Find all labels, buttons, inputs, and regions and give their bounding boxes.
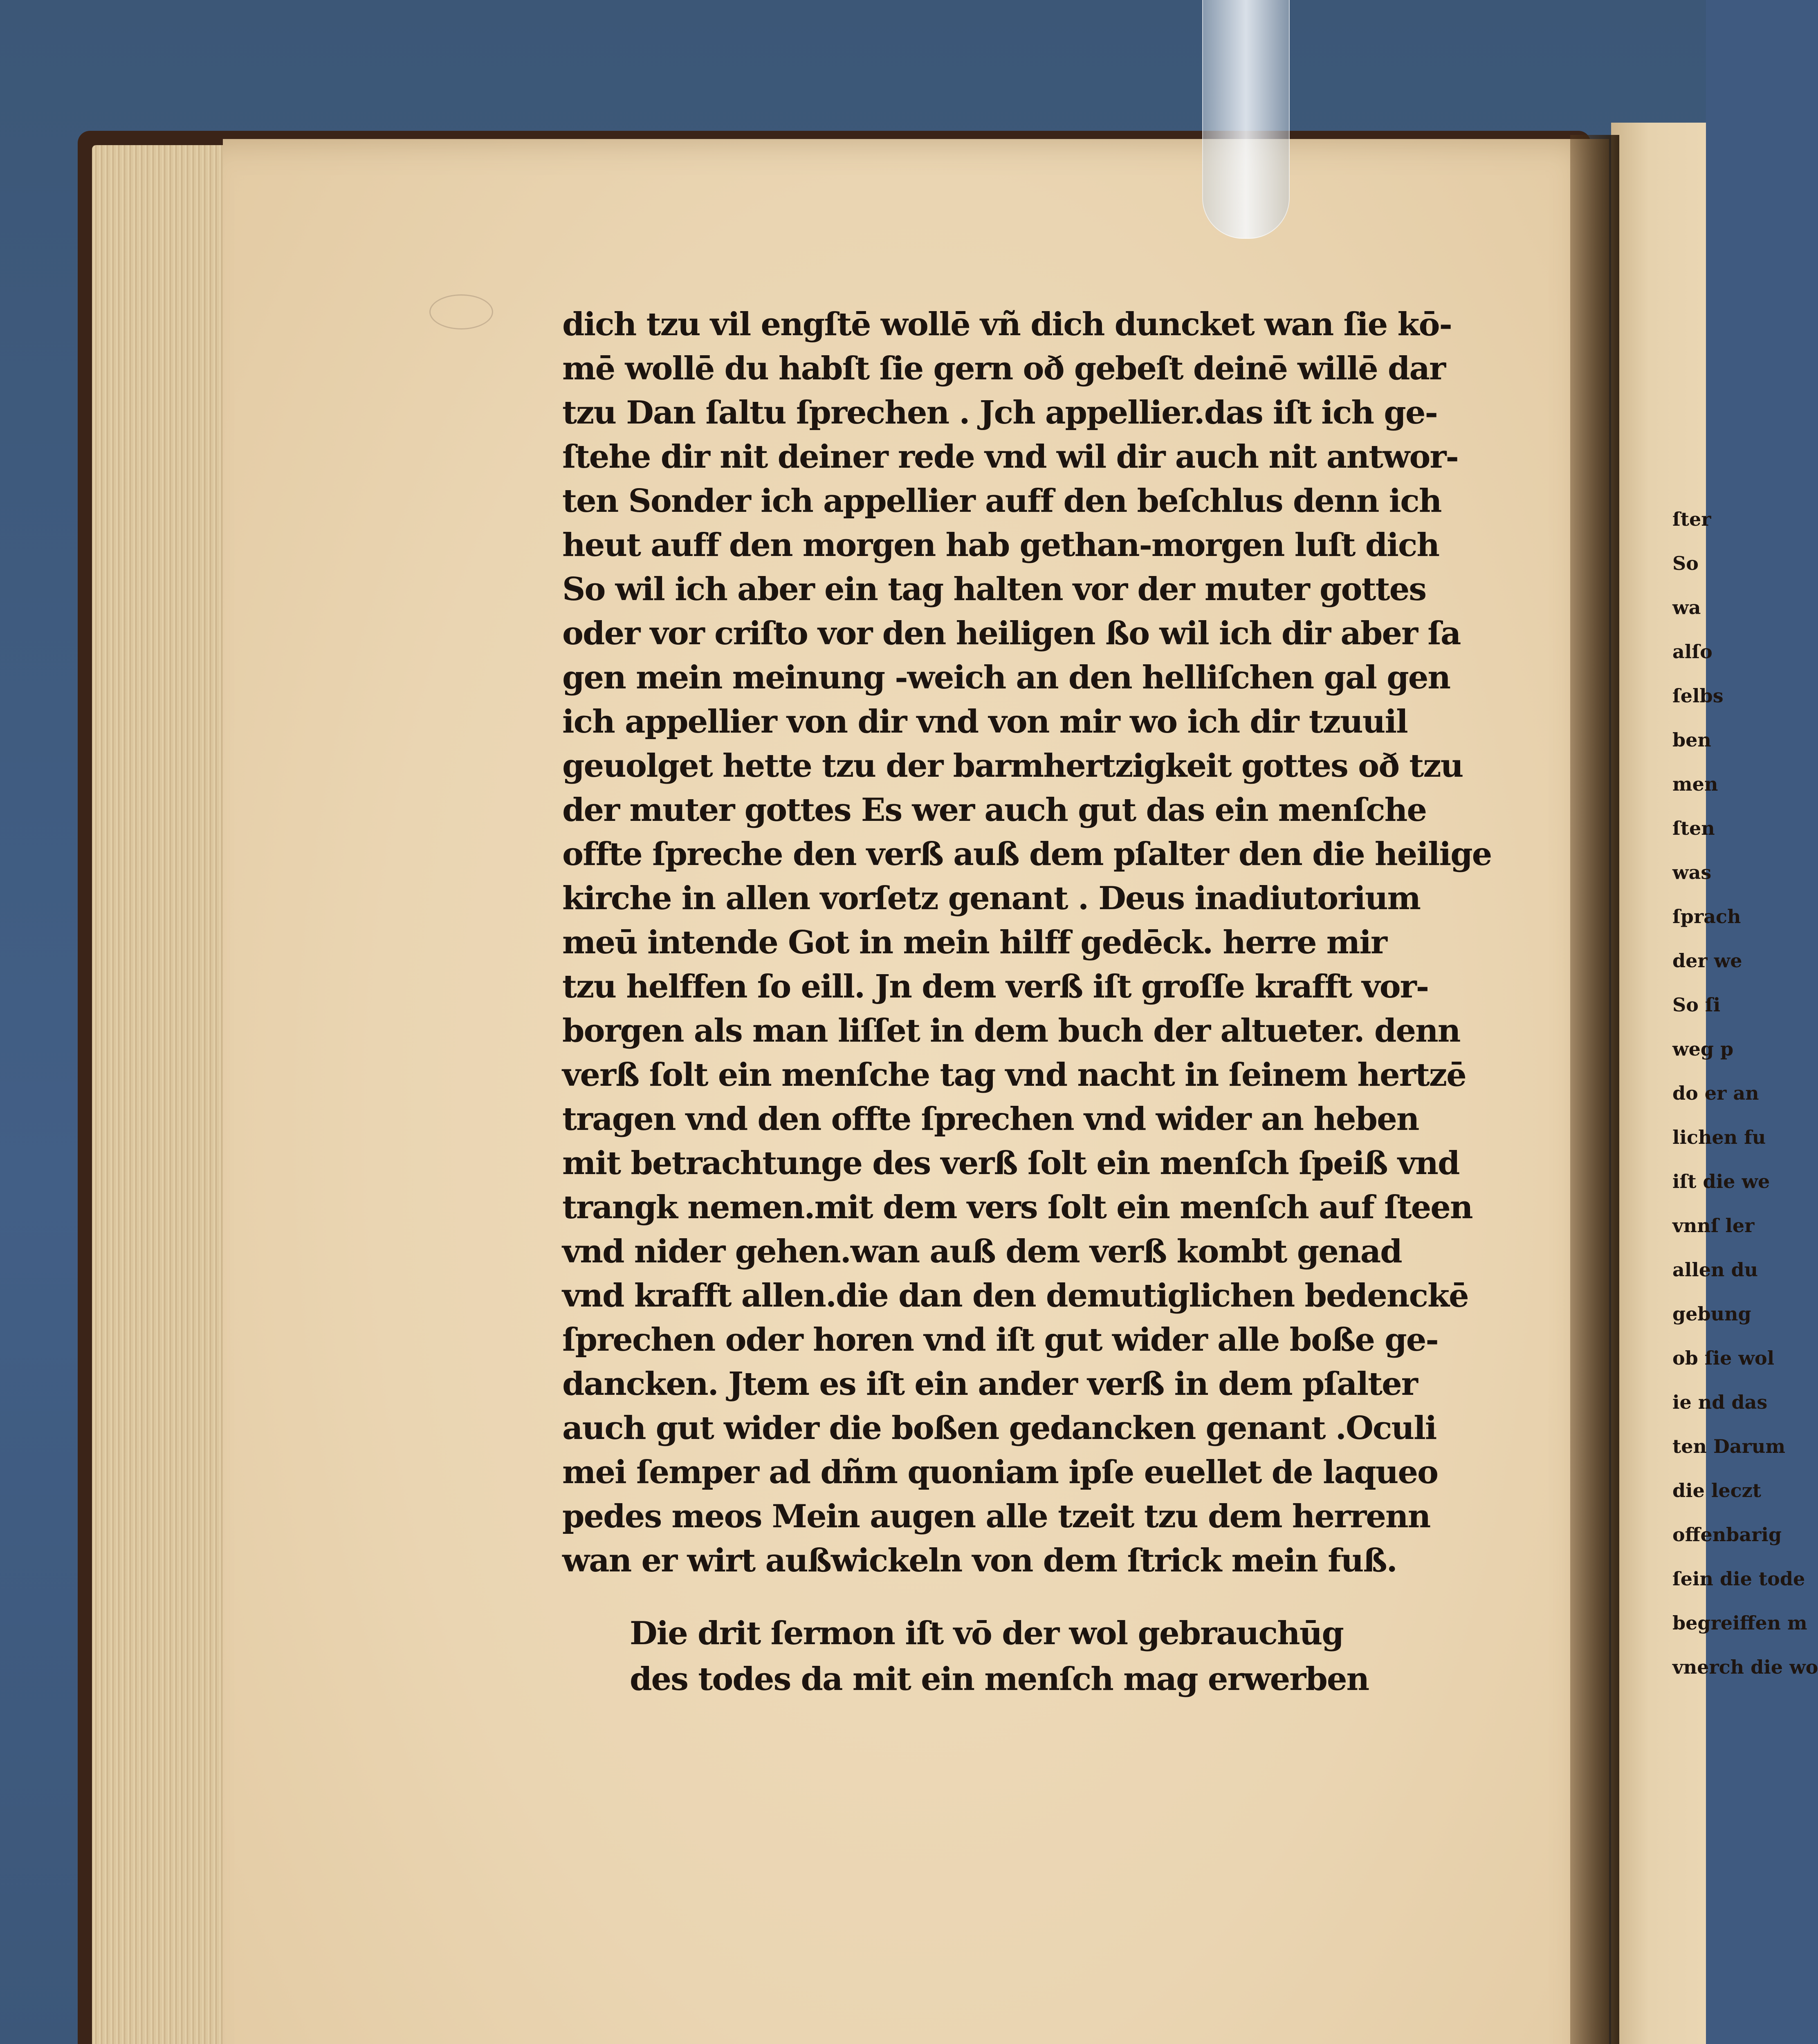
- text-line: offte ſpreche den verß auß dem pſalter den die heilige: [562, 836, 1492, 873]
- book-gutter: [1570, 135, 1619, 2044]
- text-line: wan er wirt außwickeln von dem ſtrick mein fuß.: [562, 1542, 1397, 1579]
- facing-page-fragment: vnerch die wo: [1672, 1656, 1818, 1678]
- facing-page-fragment: alſo: [1672, 641, 1713, 663]
- facing-page-fragment: So: [1672, 552, 1699, 574]
- text-line: vnd nider gehen.wan auß dem verß kombt genad: [562, 1233, 1402, 1270]
- text-line: vnd krafft allen.die dan den demutiglichen bedenckē: [562, 1277, 1468, 1314]
- facing-page-fragment: ſprach: [1672, 905, 1741, 928]
- facing-page-fragment: ob ſie wol: [1672, 1347, 1775, 1369]
- facing-page-fragment: gebung: [1672, 1303, 1751, 1325]
- facing-page-fragment: ie nd das: [1672, 1391, 1768, 1413]
- text-line: tzu helffen ſo eill. Jn dem verß iſt groſſe krafft vor-: [562, 968, 1429, 1005]
- text-line: geuolget hette tzu der barmhertzigkeit gottes oð tzu: [562, 747, 1463, 784]
- facing-page-fragment: der we: [1672, 950, 1742, 972]
- section-heading: [630, 1611, 1448, 1702]
- text-line: dich tzu vil engſtē wollē vñ dich duncket wan ſie kō-: [562, 306, 1452, 343]
- facing-page-fragment: lichen fu: [1672, 1126, 1766, 1148]
- text-line: heut auff den morgen hab gethan-morgen luſt dich: [562, 527, 1439, 564]
- facing-page-fragment: was: [1672, 861, 1712, 883]
- text-line: ſtehe dir nit deiner rede vnd wil dir auch nit antwor-: [562, 438, 1458, 475]
- text-line: trangk nemen.mit dem vers ſolt ein menſch auf ſteen: [562, 1189, 1472, 1226]
- text-line: ich appellier von dir vnd von mir wo ich dir tzuuil: [562, 703, 1407, 740]
- text-line: mit betrachtunge des verß ſolt ein menſch ſpeiß vnd: [562, 1145, 1459, 1182]
- facing-page-fragment: So ſi: [1672, 994, 1721, 1016]
- text-line: meū intende Got in mein hilff gedēck. herre mir: [562, 924, 1387, 961]
- facing-page-fragment: iſt die we: [1672, 1170, 1770, 1192]
- text-line: tzu Dan ſaltu ſprechen . Jch appellier.das iſt ich ge-: [562, 394, 1437, 431]
- facing-page-fragment: ben: [1672, 729, 1711, 751]
- facing-page-fragment: wa: [1672, 596, 1701, 619]
- facing-page-fragment: ſten: [1672, 817, 1715, 839]
- facing-page-fragment: vnnſ ler: [1672, 1215, 1755, 1237]
- page-edges: [92, 145, 227, 2044]
- text-line: pedes meos Mein augen alle tzeit tzu dem herrenn: [562, 1498, 1430, 1535]
- text-line: verß ſolt ein menſche tag vnd nacht in ſeinem hertzē: [562, 1056, 1466, 1094]
- text-line: oder vor criſto vor den heiligen ßo wil ich dir aber ſa: [562, 615, 1461, 652]
- facing-page-fragment: begreiffen m: [1672, 1612, 1807, 1634]
- text-line: ten Sonder ich appellier auff den beſchlus denn ich: [562, 482, 1441, 520]
- text-line: dancken. Jtem es iſt ein ander verß in dem pſalter: [562, 1365, 1417, 1403]
- heading-line: Die drit ſermon iſt vō der wol gebrauchūg: [630, 1615, 1343, 1652]
- text-line: auch gut wider die boßen gedancken genant .Oculi: [562, 1410, 1436, 1447]
- facing-page-fragment: ten Darum: [1672, 1435, 1786, 1457]
- text-line: mē wollē du habſt ſie gern oð gebeſt deinē willē dar: [562, 350, 1445, 387]
- facing-page-fragment: ſein die tode: [1672, 1568, 1805, 1590]
- text-line: So wil ich aber ein tag halten vor der muter gottes: [562, 571, 1426, 608]
- facing-page-fragment: weg p: [1672, 1038, 1734, 1060]
- text-line: tragen vnd den offte ſprechen vnd wider an heben: [562, 1100, 1419, 1138]
- text-line: gen mein meinung -weich an den helliſchen gal gen: [562, 659, 1450, 696]
- facing-page-fragment: men: [1672, 773, 1718, 795]
- facing-page-fragment: offenbarig: [1672, 1524, 1782, 1546]
- facing-page-fragment: allen du: [1672, 1259, 1758, 1281]
- facing-page-fragment: do er an: [1672, 1082, 1759, 1104]
- facing-page-fragment: ſter: [1672, 508, 1711, 530]
- text-line: kirche in allen vorſetz genant . Deus inadiutorium: [562, 880, 1421, 917]
- marginal-mark: [429, 294, 493, 329]
- text-line: mei ſemper ad dñm quoniam ipſe euellet de laqueo: [562, 1454, 1438, 1491]
- text-line: borgen als man liſſet in dem buch der altueter. denn: [562, 1012, 1460, 1049]
- facing-page-fragment: die leczt: [1672, 1479, 1762, 1502]
- main-text-block: [562, 303, 1492, 1583]
- page-clip-top: [1202, 0, 1290, 239]
- text-line: ſprechen oder horen vnd iſt gut wider alle boße ge-: [562, 1321, 1438, 1358]
- facing-page-fragment: ſelbs: [1672, 685, 1724, 707]
- text-line: der muter gottes Es wer auch gut das ein menſche: [562, 791, 1426, 829]
- heading-line: des todes da mit ein menſch mag erwerben: [630, 1661, 1369, 1698]
